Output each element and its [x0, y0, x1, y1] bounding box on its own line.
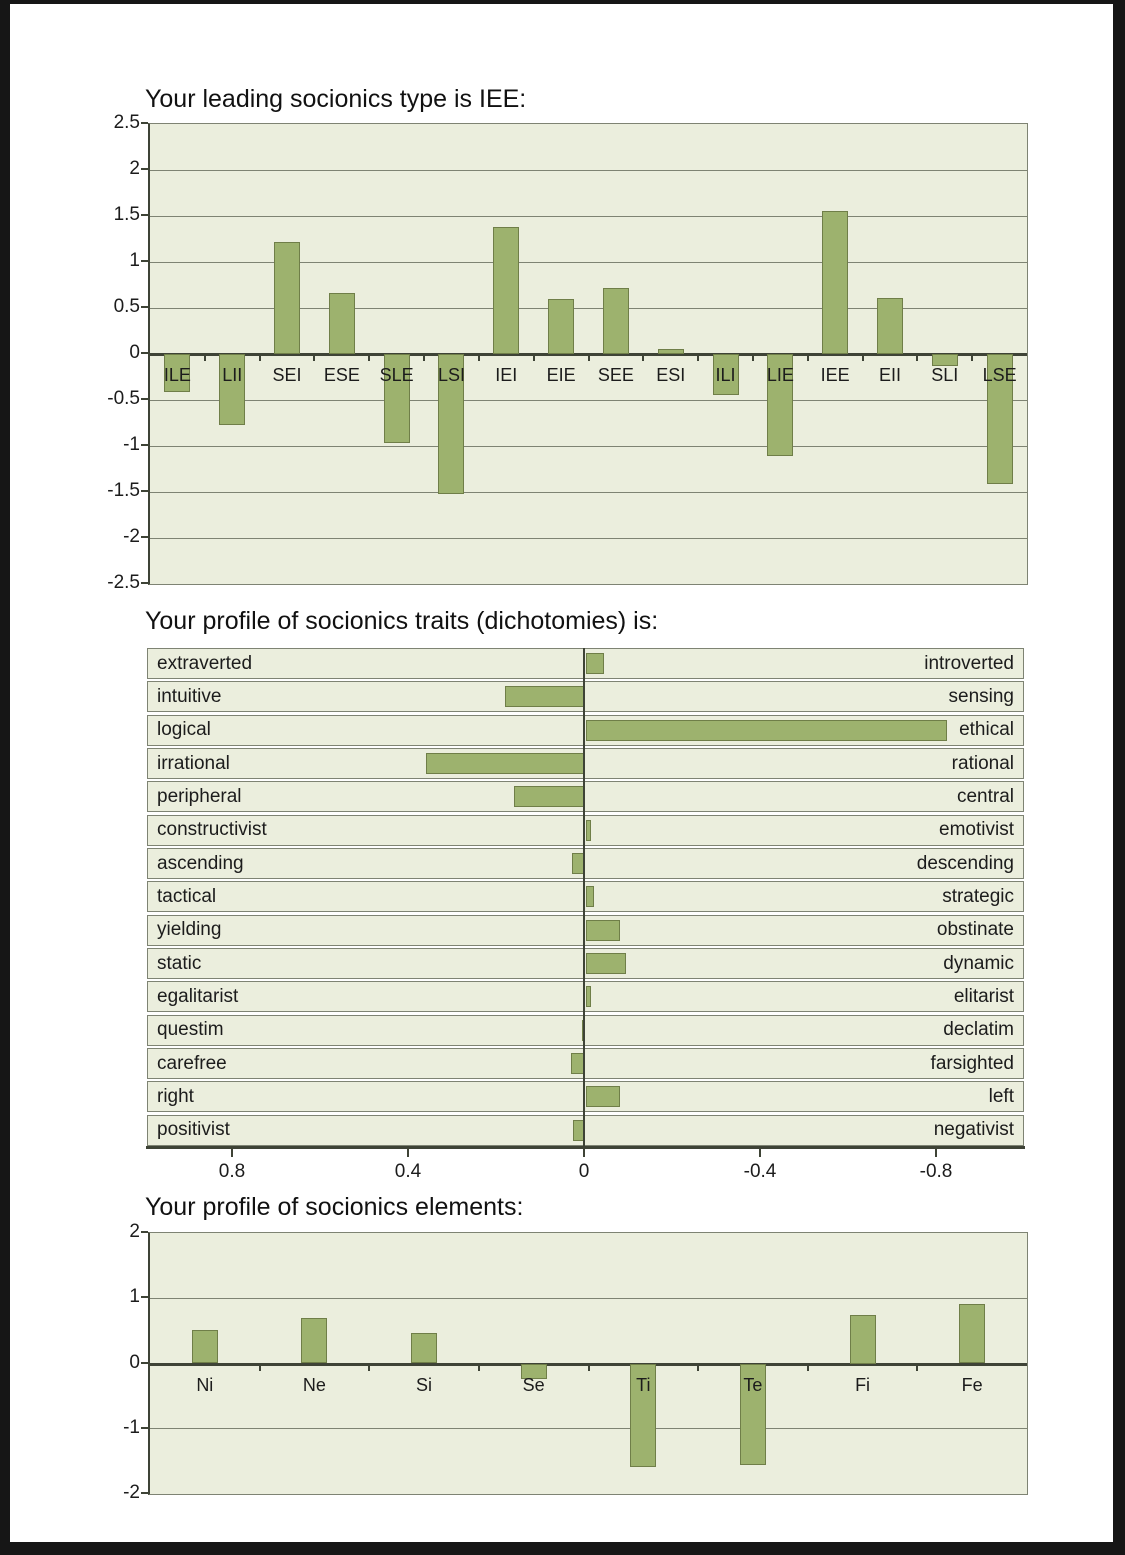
trait-right-label: dynamic — [943, 952, 1014, 974]
category-label: ILI — [715, 365, 736, 385]
trait-row — [147, 1115, 1024, 1146]
x-tick-label: 0.8 — [218, 1161, 246, 1182]
category-label: EIE — [546, 365, 576, 385]
trait-right-label: left — [988, 1085, 1014, 1107]
trait-left-label: peripheral — [157, 785, 242, 807]
trait-row — [147, 848, 1024, 879]
trait-right-label: strategic — [942, 885, 1014, 907]
trait-left-label: irrational — [157, 752, 230, 774]
bar-SEE — [603, 288, 629, 354]
trait-right-label: declatim — [943, 1019, 1014, 1041]
gridline — [150, 400, 1027, 401]
y-tick-label: -2 — [123, 1482, 140, 1503]
x-tick-mark — [407, 1149, 409, 1157]
x-tick-label: -0.8 — [919, 1161, 953, 1182]
category-label: Ti — [636, 1374, 651, 1395]
y-tick-mark — [141, 1296, 148, 1298]
trait-right-label: elitarist — [953, 985, 1014, 1007]
category-label: EII — [878, 365, 901, 385]
gridline — [150, 446, 1027, 447]
x-tick-mark — [533, 356, 535, 361]
trait-bar-yielding — [586, 920, 620, 941]
x-tick-mark — [916, 356, 918, 361]
trait-row — [147, 1048, 1024, 1079]
category-label: ESI — [656, 365, 686, 385]
y-tick-label: -1 — [123, 434, 140, 455]
x-tick-mark — [752, 356, 754, 361]
x-tick-mark — [231, 1149, 233, 1157]
y-tick-mark — [141, 260, 148, 262]
x-tick-mark — [759, 1149, 761, 1157]
x-tick-mark — [583, 1149, 585, 1157]
bar-EIE — [548, 299, 574, 354]
types-chart-title: Your leading socionics type is IEE: — [145, 85, 527, 113]
y-tick-mark — [141, 536, 148, 538]
category-label: Ni — [196, 1374, 214, 1395]
x-tick-mark — [259, 1366, 261, 1371]
y-tick-mark — [141, 168, 148, 170]
trait-right-label: introverted — [924, 652, 1014, 674]
y-tick-label: -1 — [123, 1416, 140, 1438]
bar-EII — [877, 298, 903, 354]
y-tick-label: 2 — [129, 1221, 140, 1242]
y-tick-label: -2 — [123, 526, 140, 547]
gridline — [150, 1428, 1027, 1429]
elements-chart-title: Your profile of socionics elements: — [145, 1193, 524, 1221]
x-tick-mark — [588, 356, 590, 361]
y-tick-label: 1 — [129, 1286, 140, 1308]
x-tick-mark — [971, 356, 973, 361]
y-tick-label: 1 — [129, 250, 140, 271]
category-label: SLI — [931, 365, 959, 385]
x-tick-mark — [807, 1366, 809, 1371]
gridline — [150, 216, 1027, 217]
trait-left-label: positivist — [157, 1119, 230, 1141]
category-label: IEI — [495, 365, 518, 385]
x-tick-mark — [862, 356, 864, 361]
trait-bar-static — [586, 953, 626, 974]
x-tick-mark — [368, 1366, 370, 1371]
trait-left-label: constructivist — [157, 819, 267, 841]
y-tick-label: 1.5 — [113, 204, 140, 225]
y-tick-label: 0 — [129, 1351, 140, 1373]
trait-left-label: static — [157, 952, 202, 974]
black-frame-left — [0, 0, 10, 1555]
trait-left-label: logical — [157, 719, 211, 741]
x-tick-mark — [313, 356, 315, 361]
trait-right-label: farsighted — [930, 1052, 1014, 1074]
y-tick-label: 0.5 — [113, 296, 140, 317]
trait-bar-irrational — [426, 753, 584, 774]
x-tick-label: 0.4 — [394, 1161, 422, 1182]
x-tick-mark — [935, 1149, 937, 1157]
gridline — [150, 492, 1027, 493]
trait-bar-right — [586, 1086, 620, 1107]
category-label: Fi — [855, 1374, 871, 1395]
category-label: SEI — [272, 365, 302, 385]
y-tick-label: -0.5 — [107, 388, 140, 409]
trait-bar-extraverted — [586, 653, 604, 674]
trait-right-label: obstinate — [936, 919, 1014, 941]
dichotomies-chart-plot — [147, 648, 1024, 1182]
bar-IEI — [493, 227, 519, 354]
trait-bar-tactical — [586, 886, 594, 907]
x-tick-mark — [807, 356, 809, 361]
trait-row — [147, 681, 1024, 712]
trait-bar-peripheral — [514, 786, 584, 807]
trait-right-label: emotivist — [939, 819, 1014, 841]
x-axis-line — [146, 1146, 1025, 1149]
category-label: Se — [522, 1374, 545, 1395]
category-label: SEE — [597, 365, 634, 385]
x-tick-label: -0.4 — [743, 1161, 777, 1182]
trait-right-label: rational — [951, 752, 1014, 774]
category-label: Te — [743, 1374, 763, 1395]
x-tick-mark — [697, 1366, 699, 1371]
y-tick-label: 0 — [129, 342, 140, 363]
trait-right-label: negativist — [933, 1119, 1014, 1141]
bar-Ni — [192, 1330, 218, 1364]
gridline — [150, 538, 1027, 539]
y-tick-mark — [141, 214, 148, 216]
x-tick-mark — [423, 356, 425, 361]
x-tick-mark — [478, 356, 480, 361]
y-tick-mark — [141, 1427, 148, 1429]
bar-ESE — [329, 293, 355, 354]
y-tick-mark — [141, 1362, 148, 1364]
category-label: ESE — [323, 365, 360, 385]
bar-Fi — [850, 1315, 876, 1364]
bar-Fe — [959, 1304, 985, 1363]
trait-left-label: egalitarist — [157, 985, 239, 1007]
bar-IEE — [822, 211, 848, 354]
y-tick-mark — [141, 306, 148, 308]
x-tick-mark — [642, 356, 644, 361]
trait-right-label: sensing — [948, 685, 1014, 707]
x-tick-mark — [697, 356, 699, 361]
trait-left-label: intuitive — [157, 685, 222, 707]
trait-left-label: extraverted — [157, 652, 253, 674]
y-tick-mark — [141, 1231, 148, 1233]
x-tick-label: 0 — [578, 1161, 590, 1182]
trait-right-label: central — [956, 785, 1014, 807]
trait-row — [147, 781, 1024, 812]
y-tick-label: -1.5 — [107, 480, 140, 501]
x-tick-mark — [478, 1366, 480, 1371]
y-tick-mark — [141, 1492, 148, 1494]
bar-Ne — [301, 1318, 327, 1364]
black-frame-bottom — [0, 1542, 1125, 1555]
y-tick-mark — [141, 398, 148, 400]
y-tick-label: 2 — [129, 158, 140, 179]
trait-bar-logical — [586, 720, 947, 741]
x-tick-mark — [368, 356, 370, 361]
trait-right-label: ethical — [959, 719, 1014, 741]
y-tick-label: -2.5 — [107, 572, 140, 593]
category-label: Ne — [302, 1374, 326, 1395]
y-tick-mark — [141, 490, 148, 492]
trait-left-label: questim — [157, 1019, 224, 1041]
bar-ESI — [658, 349, 684, 354]
category-label: LIE — [766, 365, 794, 385]
x-tick-mark — [916, 1366, 918, 1371]
black-frame-right — [1113, 0, 1125, 1555]
category-label: ILE — [163, 365, 191, 385]
category-label: SLE — [379, 365, 414, 385]
category-label: LSI — [437, 365, 465, 385]
trait-left-label: tactical — [157, 885, 217, 907]
elements-chart-plot — [148, 1232, 1028, 1495]
category-label: IEE — [820, 365, 850, 385]
category-label: Fe — [961, 1374, 983, 1395]
types-chart-plot — [148, 123, 1028, 585]
dichotomies-chart-title: Your profile of socionics traits (dichotomies) is: — [145, 607, 659, 635]
gridline — [150, 1298, 1027, 1299]
x-tick-mark — [588, 1366, 590, 1371]
y-tick-mark — [141, 122, 148, 124]
gridline — [150, 170, 1027, 171]
y-tick-mark — [141, 582, 148, 584]
trait-row — [147, 748, 1024, 779]
trait-bar-intuitive — [505, 686, 584, 707]
trait-bar-constructivist — [586, 820, 591, 841]
trait-right-label: descending — [916, 852, 1014, 874]
y-tick-mark — [141, 444, 148, 446]
trait-left-label: right — [157, 1085, 194, 1107]
category-label: LSE — [982, 365, 1017, 385]
x-tick-mark — [204, 356, 206, 361]
bar-SEI — [274, 242, 300, 354]
x-tick-mark — [259, 356, 261, 361]
bar-Si — [411, 1333, 437, 1363]
category-label: LII — [222, 365, 243, 385]
trait-bar-egalitarist — [586, 986, 591, 1007]
trait-left-label: ascending — [157, 852, 244, 874]
trait-left-label: carefree — [157, 1052, 227, 1074]
y-tick-mark — [141, 352, 148, 354]
trait-left-label: yielding — [157, 919, 222, 941]
black-frame-top — [0, 0, 1125, 4]
zero-axis-line — [583, 648, 585, 1148]
category-label: Si — [416, 1374, 433, 1395]
y-tick-label: 2.5 — [113, 112, 140, 133]
trait-row — [147, 1015, 1024, 1046]
